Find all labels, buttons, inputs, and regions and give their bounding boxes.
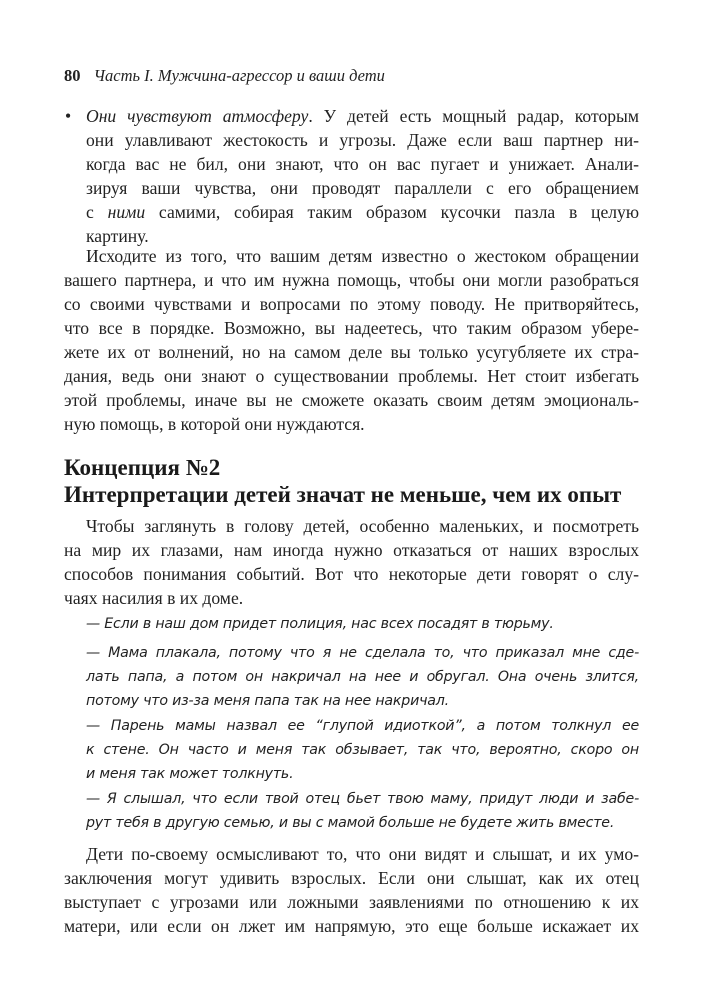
quote-line: лать папа, а потом он накричал на нее и обругал. Она очень злится,	[86, 669, 639, 685]
quote-line: потому что из-за меня папа так на нее накричал.	[86, 693, 449, 709]
child-quote	[86, 714, 639, 786]
quote-line: — Если в наш дом придет полиция, нас всех посадят в тюрьму.	[86, 616, 554, 632]
bullet-line: Они чувствуют атмосферу. У детей есть мощный радар, которым	[86, 106, 639, 126]
paragraph-line: выступает с угрозами или ложными заявлениями по отношению к их	[64, 892, 639, 912]
paragraph-line: способов понимания событий. Вот что некоторые дети говорят о слу-	[64, 564, 639, 584]
paragraph-3	[64, 842, 639, 938]
paragraph-line: Чтобы заглянуть в голову детей, особенно маленьких, и посмотреть	[86, 516, 639, 536]
paragraph-line: что все в порядке. Возможно, вы надеетесь, что таким образом убере-	[64, 318, 639, 338]
page-number: 80	[64, 66, 81, 85]
paragraph-line: на мир их глазами, нам иногда нужно отказаться от наших взрослых	[64, 540, 639, 560]
quote-line: — Мама плакала, потому что я не сделала то, что приказал мне сде-	[86, 645, 639, 661]
child-quote	[86, 641, 639, 713]
quote-line: и меня так может толкнуть.	[86, 766, 294, 782]
paragraph-line: этой проблемы, иначе вы не сможете оказать своим детям эмоциональ-	[64, 390, 639, 410]
quote-line: — Я слышал, что если твой отец бьет твою маму, придут люди и забе-	[86, 791, 639, 807]
bullet-marker-icon: •	[65, 106, 72, 126]
bullet-line: когда вас не бил, они знают, что он вас пугает и унижает. Анали-	[86, 154, 639, 174]
paragraph-1	[64, 244, 639, 436]
quote-line: к стене. Он часто и меня так обзывает, так что, вероятно, скоро он	[86, 742, 639, 758]
paragraph-line: заключения могут удивить взрослых. Если они слышат, как их отец	[64, 868, 639, 888]
bullet-line: они улавливают жестокость и угрозы. Даже если ваш партнер ни-	[86, 130, 639, 150]
bullet-line: с ними самими, собирая таким образом кусочки пазла в целую	[86, 202, 639, 222]
quote-line: рут тебя в другую семью, и вы с мамой больше не будете жить вместе.	[86, 815, 615, 831]
paragraph-line: дания, ведь они знают о существовании проблемы. Нет стоит избегать	[64, 366, 639, 386]
paragraph-line: жете их от волнений, но на самом деле вы только усугубляете их стра-	[64, 342, 639, 362]
paragraph-line: Дети по-своему осмысливают то, что они видят и слышат, и их умо-	[86, 844, 639, 864]
bullet-emphasis: ними	[107, 202, 146, 222]
paragraph-line: чаях насилия в их доме.	[64, 588, 244, 608]
bullet-lead: Они чувствуют атмосферу	[86, 106, 309, 126]
section-heading	[64, 454, 664, 508]
child-quote	[86, 787, 639, 835]
section-title: Интерпретации детей значат не меньше, чем их опыт	[64, 482, 622, 507]
child-quote	[86, 612, 639, 636]
bullet-line: картину.	[86, 226, 149, 246]
section-number: Концепция №2	[64, 455, 221, 480]
paragraph-line: вашего партнера, и что им нужна помощь, чтобы они могли разобраться	[64, 270, 639, 290]
paragraph-line: Исходите из того, что вашим детям известно о жестоком обращении	[86, 246, 639, 266]
paragraph-2	[64, 514, 639, 610]
quote-line: — Парень мамы назвал ее “глупой идиоткой”, а потом толкнул ее	[86, 718, 639, 734]
bullet-line: зируя ваши чувства, они проводят параллели с его обращением	[86, 178, 639, 198]
running-title: Часть I. Мужчина-агрессор и ваши дети	[93, 66, 385, 85]
paragraph-line: ную помощь, в которой они нуждаются.	[64, 414, 365, 434]
paragraph-line: со своими чувствами и вопросами по этому поводу. Не притворяйтесь,	[64, 294, 639, 314]
paragraph-line: матери, или если он лжет им напрямую, это еще больше искажает их	[64, 916, 639, 936]
bullet-item	[65, 104, 639, 248]
running-header	[64, 66, 385, 86]
